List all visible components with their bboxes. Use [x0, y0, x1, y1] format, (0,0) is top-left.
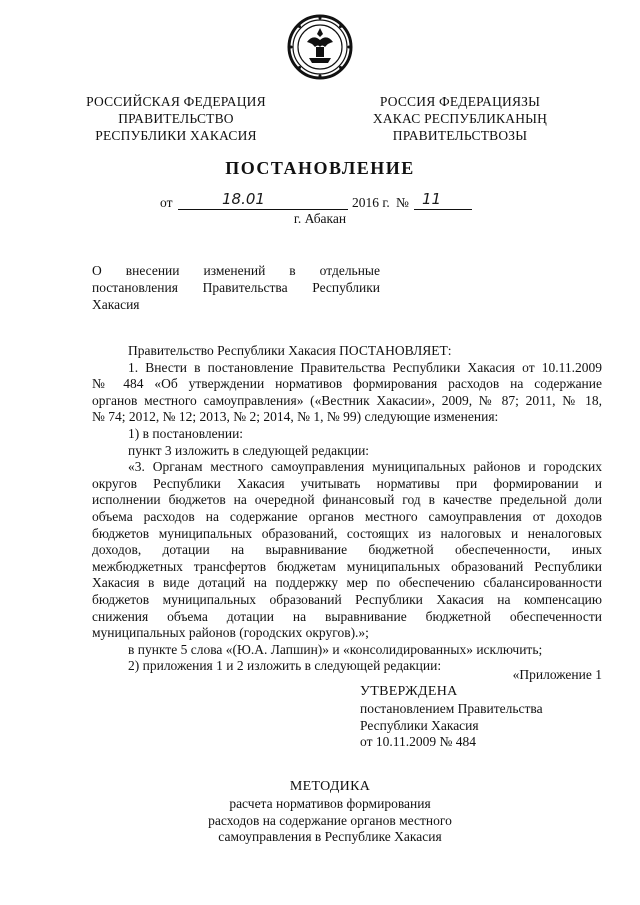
quote-line: межбюджетных трансфертов бюджетам муниципальных образований Республики [92, 558, 602, 574]
quote-line: доходов, дотации на выравнивание бюджетной обеспеченности, иных [92, 542, 602, 558]
number-handwritten: 11 [422, 190, 442, 208]
header-right-line: РОССИЯ ФЕДЕРАЦИЯЗЫ [379, 94, 541, 109]
header-right-line: ПРАВИТЕЛЬСТВОЗЫ [392, 128, 528, 143]
appendix-label: «Приложение 1 [512, 667, 602, 682]
subject-line: О внесении изменений в отдельные [92, 263, 380, 278]
item-text: пункт 3 изложить в следующей редакции: [128, 442, 370, 458]
paragraph-line: № 484 «Об утверждении нормативов формирования расходов на содержание [92, 376, 602, 392]
header-left-line: РОССИЙСКАЯ ФЕДЕРАЦИЯ [86, 94, 266, 109]
methodology-line: расходов на содержание органов местного [208, 812, 452, 828]
paragraph-line: № 74; 2012, № 12; 2013, № 2; 2014, № 1, № 99) следующие изменения: [92, 409, 499, 425]
quote-line: бюджетов муниципальных образований, состоящих из налоговых и неналоговых [92, 525, 602, 541]
year-label: 2016 г. [352, 195, 390, 210]
subject-line: Хакасия [92, 297, 140, 312]
quote-line: «3. Органам местного самоуправления муниципальных районов и городских [128, 459, 602, 475]
header-right [350, 93, 570, 144]
quote-line: Хакасия в виде дотаций на поддержку мер по обеспечению сбалансированности [92, 575, 602, 591]
date-underline [178, 209, 348, 210]
date-handwritten: 18.01 [222, 190, 265, 208]
subject-line: постановления Правительства Республики [92, 280, 380, 295]
quote-line: муниципальных районов (городских округов).»; [92, 625, 369, 641]
approved-label: УТВЕРЖДЕНА [360, 684, 458, 699]
header-left [66, 93, 286, 144]
number-label: № [396, 195, 409, 210]
appendix-line: постановлением Правительства [360, 700, 543, 716]
number-underline [414, 209, 472, 210]
appendix-block [360, 684, 543, 751]
appendix-line: Республики Хакасия [360, 717, 479, 733]
header-left-line: ПРАВИТЕЛЬСТВО [118, 111, 234, 126]
quote-line: бюджетов муниципальных образований Республики Хакасия на компенсацию [92, 591, 602, 607]
paragraph-line: 1. Внести в постановление Правительства Республики Хакасия от 10.11.2009 [128, 359, 602, 375]
methodology-line: расчета нормативов формирования [229, 795, 431, 811]
item-text: 1) в постановлении: [128, 425, 244, 441]
coat-of-arms-icon [285, 12, 355, 82]
methodology-line: самоуправления в Республике Хакасия [218, 829, 442, 845]
document-title: ПОСТАНОВЛЕНИЕ [225, 158, 415, 178]
header-right-line: ХАКАС РЕСПУБЛИКАНЫҢ [372, 111, 548, 126]
item-text: 2) приложения 1 и 2 изложить в следующей редакции: [128, 658, 442, 674]
date-line [0, 190, 640, 213]
quote-line: объема расходов на содержание органов местного самоуправления от доходов [92, 508, 602, 524]
header-left-line: РЕСПУБЛИКИ ХАКАСИЯ [95, 128, 257, 143]
methodology-title: МЕТОДИКА [289, 779, 371, 794]
quote-line: округов Республики Хакасия учитывать нормативы при формировании и [92, 475, 602, 491]
methodology-block [150, 779, 510, 846]
subject-block [92, 262, 380, 313]
from-label: от [160, 195, 173, 210]
appendix-line: от 10.11.2009 № 484 [360, 734, 476, 750]
quote-line: исполнении бюджетов на очередной финансовый год в качестве предельной доли [92, 492, 602, 508]
city: г. Абакан [293, 211, 347, 226]
item-text: в пункте 5 слова «(Ю.А. Лапшин)» и «консолидированных» исключить; [128, 641, 543, 657]
intro-text: Правительство Республики Хакасия ПОСТАНОВЛЯЕТ: [128, 343, 452, 358]
quote-line: снижения объема дотации на выравнивание бюджетной обеспеченности [92, 608, 602, 624]
paragraph-line: органов местного самоуправления» («Вестник Хакасии», 2009, № 87; 2011, № 18, [92, 392, 602, 408]
document-body [92, 343, 602, 675]
